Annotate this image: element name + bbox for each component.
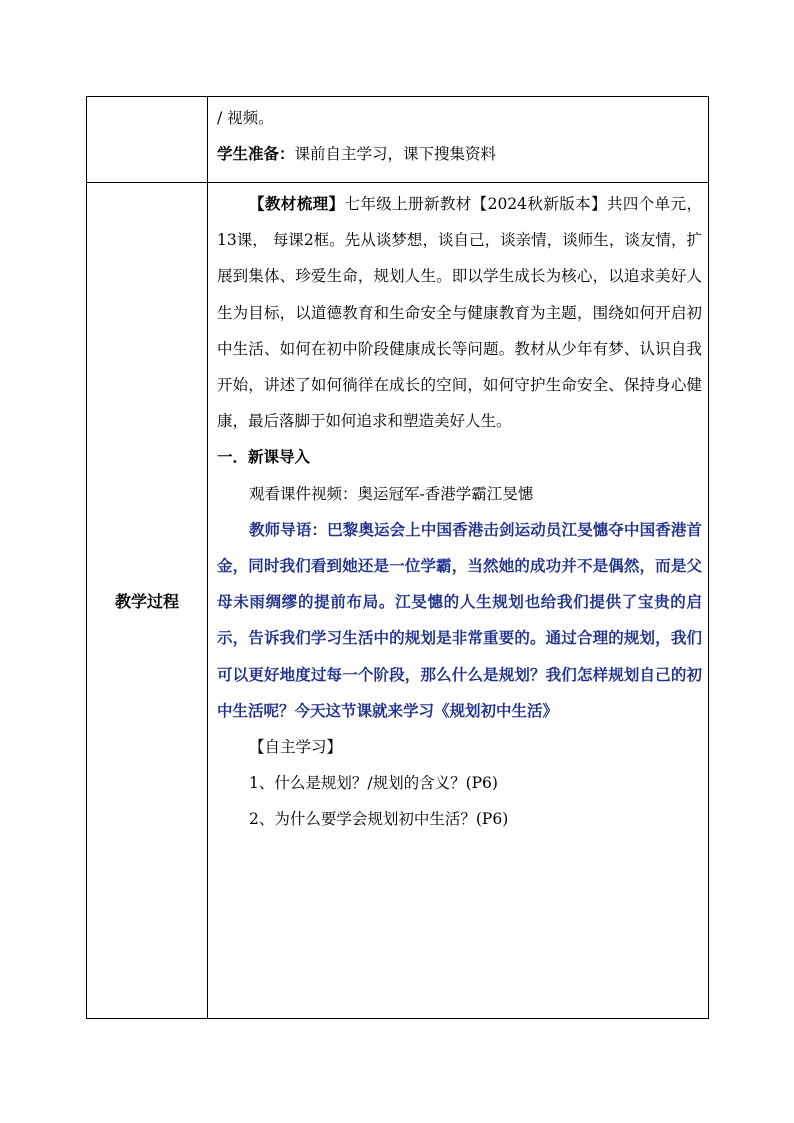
textbook-summary-text: 七年级上册新教材【2024秋新版本】共四个单元，13课， 每课2框。先从谈梦想，谈自己，谈亲情，谈师生，谈友情，扩展到集体、珍爱生命，规划人生。即以学生成长为核心，以追求美好人生为目标，以道德教育和生命安全与健康教育为主题，围绕如何开启初中生活、如何在初中阶段健康成长等问题。教材从少年有梦、认识自我开始，讲述了如何徜徉在成长的空间，如何守护生命安全、保持身心健康，最后落脚于如何追求和塑造美好人生。	[217, 195, 702, 431]
textbook-summary-label: 【教材梳理】	[249, 195, 345, 213]
content-cell	[208, 183, 709, 1019]
label-cell-empty	[87, 97, 208, 183]
student-prep-line	[217, 136, 702, 172]
question-2: 2、为什么要学会规划初中生活？(P6)	[249, 810, 509, 829]
table-row	[87, 183, 709, 1019]
video-continuation-text: / 视频。	[217, 109, 274, 127]
student-prep-text: 课前自主学习，课下搜集资料	[294, 145, 497, 164]
teacher-intro-label: 教师导语：	[249, 519, 328, 539]
section-title: 一．新课导入	[217, 448, 311, 467]
table-row	[87, 97, 709, 183]
teacher-intro-paragraph	[217, 512, 702, 729]
lesson-plan-table	[86, 96, 709, 1019]
self-study-title: 【自主学习】	[249, 738, 343, 757]
teacher-intro-text: 巴黎奥运会上中国香港击剑运动员江旻憓夺中国香港首金，同时我们看到她还是一位学霸，当然她的成功并不是偶然，而是父母未雨绸缪的提前布局。江旻憓的人生规划也给我们提供了宝贵的启示，告诉我们学习生活中的规划是非常重要的。通过合理的规划，我们可以更好地度过每一个阶段，那么什么是规划？我们怎样规划自己的初中生活呢？今天这节课就来学习《规划初中生活》	[217, 519, 702, 720]
content-cell	[208, 97, 709, 183]
textbook-summary-paragraph	[217, 186, 702, 439]
question-1: 1、什么是规划？/规划的含义？(P6)	[249, 774, 498, 793]
teaching-process-label: 教学过程	[87, 183, 208, 1019]
video-line: 观看课件视频：奥运冠军-香港学霸江旻憓	[249, 484, 534, 503]
student-prep-label: 学生准备：	[217, 145, 295, 164]
